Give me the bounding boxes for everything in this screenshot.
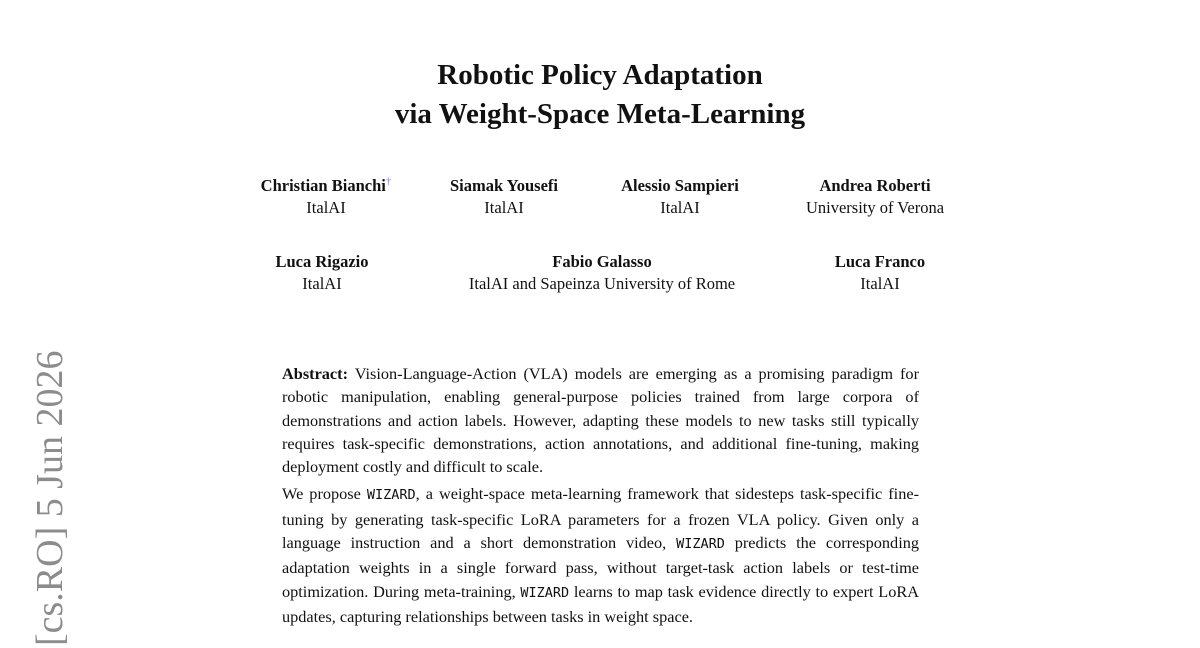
author-name: Luca Franco (834, 252, 926, 271)
author-affiliation: ItalAI (484, 198, 524, 217)
abstract-label: Abstract: (282, 364, 349, 383)
title-line-1: Robotic Policy Adaptation (437, 59, 763, 91)
author-affiliation: ItalAI (860, 274, 900, 293)
abstract-text: Vision-Language-Action (VLA) models are emerging as a promising paradigm for robotic manipulation, enabling general-purpose policies trained from large corpora of demonstrations and action labels. However, adapting these models to new tasks still typically requires task-specific demonstrations, action annotations, and additional fine-tuning, making deployment costly and difficult to scale. (282, 364, 919, 477)
dagger-mark[interactable]: † (385, 175, 392, 188)
author-affiliation: ItalAI (302, 274, 342, 293)
author-block (604, 175, 756, 218)
author-block (252, 251, 392, 294)
title-line-2: via Weight-Space Meta-Learning (394, 98, 806, 130)
method-name: WIZARD (366, 487, 416, 504)
method-name: WIZARD (676, 536, 725, 553)
method-name: WIZARD (520, 584, 570, 601)
author-name: Fabio Galasso (552, 252, 652, 271)
author-affiliation: ItalAI and Sapeinza University of Rome (468, 274, 736, 293)
author-affiliation: ItalAI (660, 198, 700, 217)
arxiv-stamp: [cs.RO] 5 Jun 2026 (29, 350, 71, 646)
abstract-text: We propose (282, 484, 367, 504)
paper-title (0, 56, 1200, 134)
author-name: Alessio Sampieri (621, 176, 739, 195)
abstract-paragraph (282, 362, 919, 478)
author-name: Andrea Roberti (819, 176, 931, 195)
author-name: Christian Bianchi (260, 176, 386, 195)
author-block (430, 175, 578, 218)
author-name: Siamak Yousefi (449, 176, 559, 195)
abstract-text: learns to map task evidence directly to expert LoRA updates, capturing relationships between tasks in weight space. (282, 581, 919, 626)
abstract (282, 362, 919, 628)
abstract-paragraph (282, 482, 919, 628)
author-name: Luca Rigazio (275, 252, 369, 271)
author-block (432, 251, 772, 294)
author-block (785, 175, 965, 218)
abstract-text: predicts the corresponding adaptation weights in a single forward pass, without target-task action labels or test-time optimization. During meta-training, (282, 533, 919, 601)
abstract-text: , a weight-space meta-learning framework that sidesteps task-specific fine-tuning by generating task-specific LoRA parameters for a frozen VLA policy. Given only a language instruction and a short demonstration video, (282, 484, 919, 553)
author-affiliation: ItalAI (306, 198, 346, 217)
author-block (243, 175, 409, 218)
author-affiliation: University of Verona (805, 198, 945, 217)
author-block (810, 251, 950, 294)
